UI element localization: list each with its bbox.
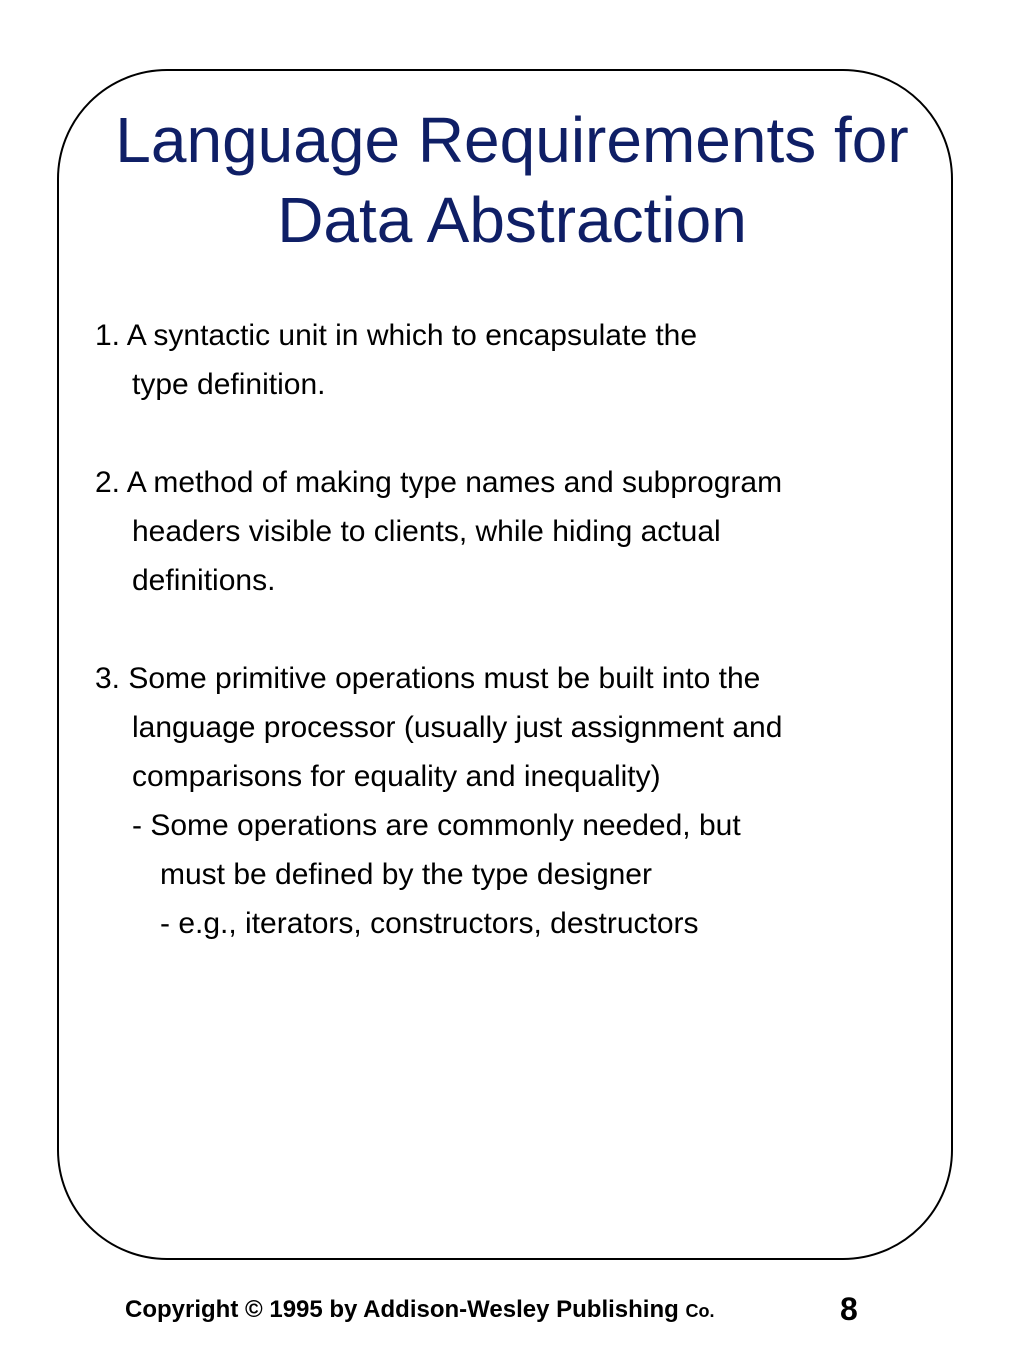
slide-title: [57, 100, 967, 260]
list-item-1-line-1: 1. A syntactic unit in which to encapsulate the: [95, 319, 698, 352]
list-item-1-line-2: type definition.: [132, 368, 326, 401]
title-line-2: Data Abstraction: [277, 184, 747, 256]
page-number: 8: [840, 1291, 858, 1327]
sub-item-line-2: must be defined by the type designer: [160, 858, 652, 891]
list-item-2-line-2: headers visible to clients, while hiding actual: [132, 515, 721, 548]
list-item-2-line-3: definitions.: [132, 564, 276, 597]
title-line-1: Language Requirements for: [115, 104, 909, 176]
footer-copyright: [125, 1295, 714, 1326]
copyright-suffix: Co.: [685, 1301, 715, 1321]
list-item-3-line-3: comparisons for equality and inequality): [132, 760, 661, 793]
list-item-3-line-2: language processor (usually just assignment and: [132, 711, 783, 744]
sub-item-line-1: - Some operations are commonly needed, but: [132, 809, 741, 842]
copyright-text: Copyright © 1995 by Addison-Wesley Publishing: [125, 1296, 679, 1323]
list-item-3-line-1: 3. Some primitive operations must be built into the: [95, 662, 761, 695]
list-item-2-line-1: 2. A method of making type names and subprogram: [95, 466, 783, 499]
sub-sub-item-line: - e.g., iterators, constructors, destructors: [160, 907, 699, 940]
